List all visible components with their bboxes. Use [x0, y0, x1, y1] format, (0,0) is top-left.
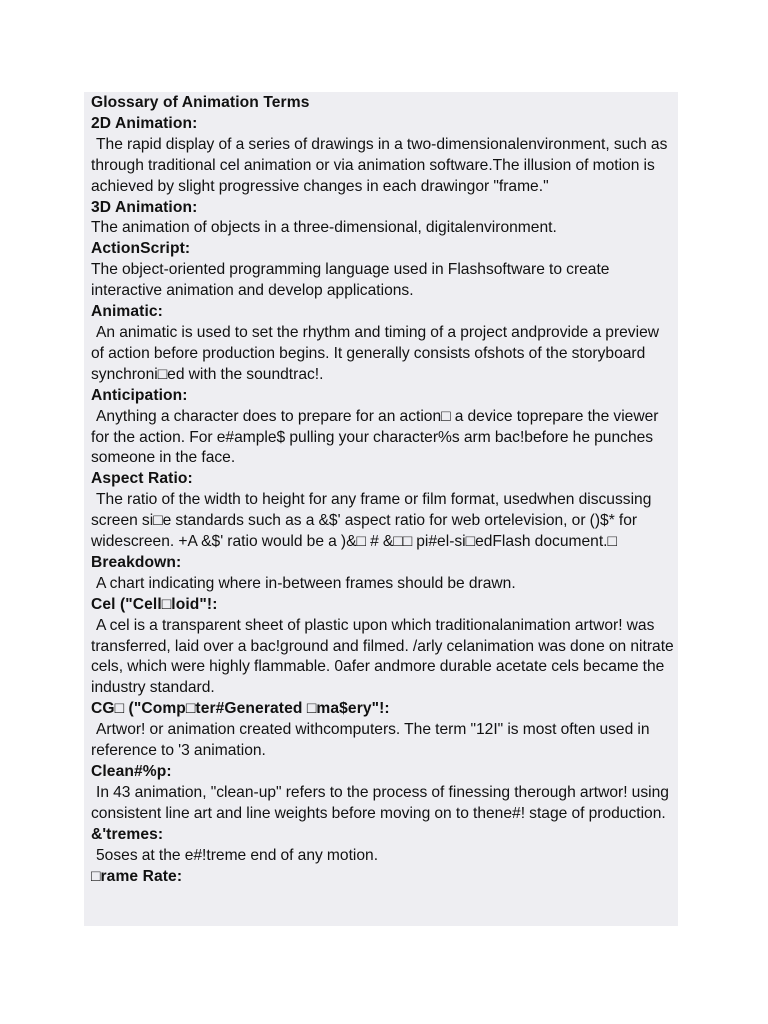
term-label: CG□ ("Comp□ter#Generated □ma$ery"!: — [91, 700, 390, 718]
term-definition: In 43 animation, "clean-up" refers to the process of finessing therough artwor! using consistent line art and line weights before moving on to thene#! stage of production. — [91, 783, 669, 822]
glossary-entry-cel — [91, 595, 674, 700]
term-label: Aspect Ratio: — [91, 470, 193, 488]
term-label: Breakdown: — [91, 553, 182, 571]
glossary-entry-aspect-ratio — [91, 469, 674, 553]
term-definition: The object-oriented programming language used in Flashsoftware to create interactive animation and develop applications. — [91, 261, 610, 300]
glossary-entry-breakdown — [91, 553, 674, 595]
term-label: Cel ("Cell□loid"!: — [91, 595, 218, 613]
term-definition: The ratio of the width to height for any frame or film format, usedwhen discussing screen si□e standards such as a &$' aspect ratio for web ortelevision, or ()$* for widescreen. +A &$' ratio would be a )&□ # &□□ pi#el-si□edFlash document.□ — [91, 491, 652, 551]
glossary-entry-3d-animation — [91, 198, 674, 240]
term-definition: An animatic is used to set the rhythm and timing of a project andprovide a preview of action before production begins. It generally consists ofshots of the storyboard synchroni□ed with the soundtrac!. — [91, 323, 660, 383]
glossary-entry-actionscript — [91, 239, 674, 302]
glossary-entry-frame-rate — [91, 867, 674, 888]
glossary-entry-cgi — [91, 699, 674, 762]
term-definition: A chart indicating where in-between frames should be drawn. — [96, 574, 516, 592]
term-label: Clean#%p: — [91, 763, 172, 780]
term-label: □rame Rate: — [91, 867, 183, 885]
glossary-entry-extremes — [91, 825, 674, 867]
term-definition: A cel is a transparent sheet of plastic upon which traditionalanimation artwor! was transferred, laid over a bac!ground and filmed. /arly celanimation was done on nitrate cels, which were highly flammable. 0afer andmore durable acetate cels became the industry standard. — [91, 616, 674, 697]
term-label: ActionScript: — [91, 240, 191, 258]
term-definition: Anything a character does to prepare for an action□ a device toprepare the viewer for the action. For e#ample$ pulling your character%s arm bac!before he punches someone in the face. — [91, 407, 659, 467]
term-label: 2D Animation: — [91, 114, 198, 132]
term-label: 3D Animation: — [91, 198, 198, 216]
glossary-entry-clean-up — [91, 762, 674, 825]
glossary-document — [84, 92, 678, 926]
term-definition: 5oses at the e#!treme end of any motion. — [96, 846, 379, 864]
term-label: Anticipation: — [91, 386, 188, 404]
term-definition: Artwor! or animation created withcomputers. The term "12I" is most often used in reference to '3 animation. — [91, 721, 650, 760]
term-definition: The rapid display of a series of drawings in a two-dimensionalenvironment, such as through traditional cel animation or via animation software.The illusion of motion is achieved by slight progressive changes in each drawingor "frame." — [91, 135, 668, 195]
glossary-entry-2d-animation — [91, 114, 674, 198]
document-title: Glossary of Animation Terms — [91, 94, 310, 111]
term-definition: The animation of objects in a three-dimensional, digitalenvironment. — [91, 219, 557, 237]
glossary-entry-anticipation — [91, 386, 674, 470]
term-label: &'tremes: — [91, 825, 164, 843]
glossary-entry-animatic — [91, 302, 674, 386]
term-label: Animatic: — [91, 303, 163, 321]
